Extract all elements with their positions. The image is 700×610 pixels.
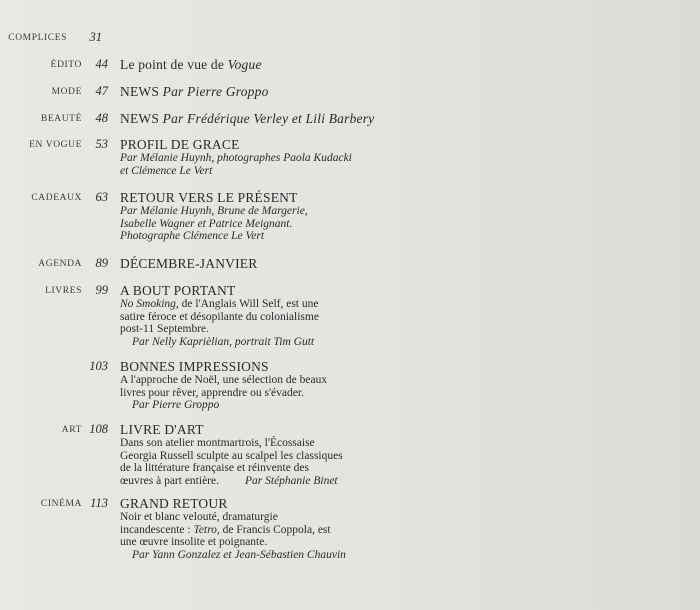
section-label: COMPLICES — [8, 33, 67, 43]
entry-title: BONNES IMPRESSIONS — [120, 359, 269, 374]
entry-credit: Par Stéphanie Binet — [245, 474, 338, 487]
section-label: MODE — [51, 87, 82, 97]
entry-title: PROFIL DE GRACE — [120, 137, 240, 152]
entry-desc: de l'Anglais Will Self, est une satire féroce et désopilante du colonialisme post-11 Septembre. — [120, 298, 319, 336]
entry-credit: Par Mélanie Huynh, Brune de Margerie, Isabelle Wagner et Patrice Meignant. Photographe Clémence Le Vert — [120, 205, 308, 243]
entry-credit: Par Frédérique Verley et Lili Barbery — [162, 111, 375, 126]
entry-desc: A l'approche de Noël, une sélection de beaux livres pour rêver, apprendre ou s'évader. — [120, 374, 328, 399]
entry-desc: Noir et blanc velouté, dramaturgie incandescente : — [120, 511, 278, 536]
entry-desc-cont: de Francis Coppola, est une œuvre insolite et poignante. — [120, 523, 331, 549]
entry-title: NEWS — [120, 84, 160, 99]
entry-title: A BOUT PORTANT — [120, 283, 236, 298]
entry-title: LIVRE D'ART — [120, 422, 204, 437]
page-number: 53 — [95, 137, 108, 151]
page-number: 113 — [90, 496, 108, 510]
section-label: EN VOGUE — [29, 140, 82, 150]
entry-credit: Par Nelly Kaprièlian, portrait Tim Gutt — [132, 335, 315, 348]
page-number: 48 — [95, 111, 108, 125]
page-number: 99 — [95, 283, 108, 297]
entry-credit: Par Pierre Groppo — [162, 84, 269, 99]
page-number: 108 — [89, 422, 108, 436]
entry-credit: Par Yann Gonzalez et Jean-Sébastien Chauvin — [132, 548, 346, 561]
page-number: 63 — [95, 190, 108, 204]
entry-credit: Par Mélanie Huynh, photographes Paola Kudacki et Clémence Le Vert — [120, 152, 352, 177]
section-label: ÉDITO — [50, 60, 82, 70]
entry-title-italic: Vogue — [227, 57, 262, 72]
page-number: 103 — [89, 359, 108, 373]
entry-title: DÉCEMBRE-JANVIER — [120, 256, 258, 271]
page-number: 47 — [95, 84, 108, 98]
page-number: 89 — [95, 256, 108, 270]
entry-title: GRAND RETOUR — [120, 496, 228, 511]
entry-title: Le point de vue de — [120, 57, 228, 72]
section-label: CADEAUX — [31, 193, 82, 203]
entry-desc: Dans son atelier montmartrois, l'Écossaise Georgia Russell sculpte au scalpel les classiques de la littérature française et réinvente des œuvres à part entière. — [120, 437, 343, 487]
entry-desc-italic: Tetro, — [193, 523, 220, 536]
page-number: 44 — [95, 57, 108, 71]
section-label: AGENDA — [38, 259, 82, 269]
page-number: 31 — [89, 30, 102, 44]
entry-title: NEWS — [120, 111, 160, 126]
entry-title: RETOUR VERS LE PRÉSENT — [120, 190, 298, 205]
section-label: CINÉMA — [40, 499, 82, 509]
entry-desc-italic: No Smoking, — [120, 298, 179, 310]
entry-credit: Par Pierre Groppo — [132, 399, 220, 412]
section-label: BEAUTÉ — [40, 114, 82, 124]
section-label: LIVRES — [45, 286, 82, 296]
section-label: ART — [61, 425, 82, 435]
